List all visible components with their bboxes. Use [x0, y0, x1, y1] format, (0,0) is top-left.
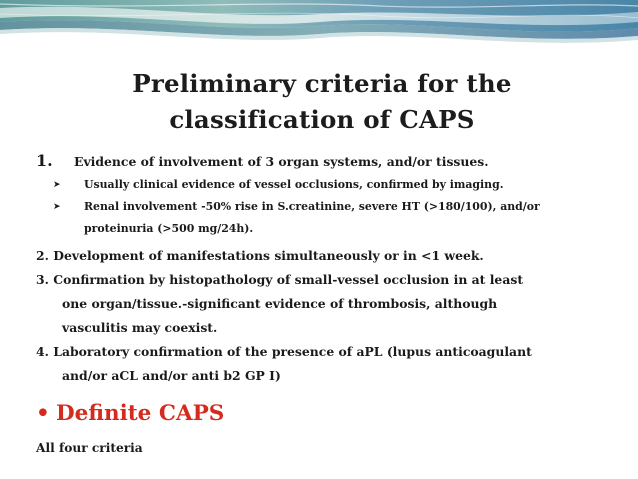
definite-caps-label: Definite CAPS — [56, 401, 225, 426]
criterion-1 — [36, 148, 628, 174]
criterion-1-sub-2-text: Renal involvement -50% rise in S.creatinine, severe HT (>180/100), and/or — [84, 200, 540, 213]
arrow-bullet-icon: ➤ — [53, 180, 61, 190]
arrow-bullet-icon: ➤ — [53, 202, 61, 212]
criteria-list — [36, 148, 628, 388]
criterion-3-continued-2: vasculitis may coexist. — [62, 320, 218, 335]
bullet-icon: • — [36, 401, 50, 426]
criterion-1-sub-1-text: Usually clinical evidence of vessel occlusions, confirmed by imaging. — [84, 178, 504, 191]
title-line-1: Preliminary criteria for the — [132, 69, 512, 98]
criterion-1-text: Evidence of involvement of 3 organ systems, and/or tissues. — [74, 154, 489, 169]
criterion-1-sub-2 — [36, 196, 628, 218]
criterion-2: 2. Development of manifestations simultaneously or in <1 week. — [36, 248, 484, 263]
criterion-4: 4. Laboratory confirmation of the presence of aPL (lupus anticoagulant — [36, 344, 532, 359]
banner-wave-graphic — [0, 0, 638, 50]
title-line-2: classification of CAPS — [169, 105, 475, 134]
criterion-1-sub-2-text-continued: proteinuria (>500 mg/24h). — [84, 222, 254, 235]
criterion-4-continued: and/or aCL and/or anti b2 GP I) — [62, 368, 281, 383]
definite-caps-description: All four criteria — [36, 441, 143, 455]
criterion-3: 3. Confirmation by histopathology of small-vessel occlusion in at least — [36, 272, 524, 287]
criterion-3-continued-1: one organ/tissue.-significant evidence of thrombosis, although — [62, 296, 498, 311]
criterion-1-sub-1 — [36, 174, 628, 196]
slide-title — [0, 66, 638, 138]
definite-caps-heading — [36, 400, 224, 428]
decorative-banner — [0, 0, 638, 50]
criterion-1-sub-2-continued — [36, 218, 628, 240]
criterion-1-number: 1. — [36, 151, 53, 170]
